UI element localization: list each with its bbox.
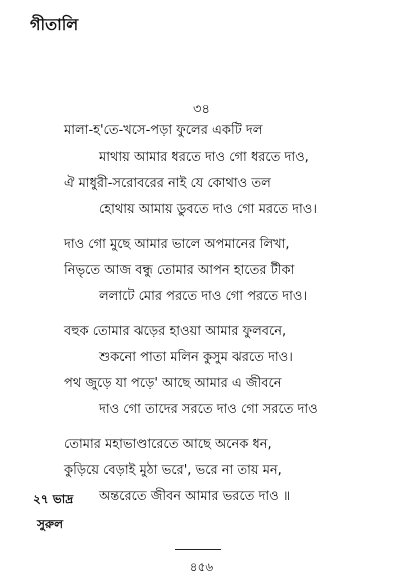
composition-date: ২৭ ভাদ্র (33, 492, 74, 506)
poem-line: ঐ মাধুরী-সরোবরের নাই যে কোথাও তল (64, 176, 271, 191)
poem-line: কুড়িয়ে বেড়াই মুঠা ভরে', ভরে না তায় মন, (64, 463, 282, 478)
poem-line: হোথায় আমায় ডুবতে দাও গো মরতে দাও। (99, 202, 318, 217)
poem-line: অন্তরেতে জীবন আমার ভরতে দাও ॥ (99, 489, 291, 504)
poem-line: মালা-হ'তে-খসে-পড়া ফুলের একটি দল (64, 123, 263, 138)
poem-line: মাথায় আমার ধরতে দাও গো ধরতে দাও, (99, 150, 309, 165)
composition-place: সুরুল (37, 517, 64, 531)
poem-line: পথ জুড়ে যা পড়ে' আছে আমার এ জীবনে (64, 376, 282, 391)
poem-number: ৩৪ (193, 102, 210, 117)
poem-line: ললাটে মোর পরতে দাও গো পরতে দাও। (99, 289, 308, 304)
poem-line: দাও গো মুছে আমার ভালে অপমানের লিখা, (64, 237, 290, 252)
poem-line: দাও গো তাদের সরতে দাও গো সরতে দাও (99, 402, 318, 417)
poem-line: বহুক তোমার ঝড়ের হাওয়া আমার ফুলবনে, (64, 324, 287, 339)
poem-line: তোমার মহাভাণ্ডারেতে আছে অনেক ধন, (64, 437, 272, 452)
poem-line: নিভৃতে আজ বন্ধু তোমার আপন হাতের টীকা (64, 263, 295, 278)
poem-line: শুকনো পাতা মলিন কুসুম ঝরতে দাও। (99, 350, 293, 365)
page-header-title: গীতালি (30, 15, 79, 34)
page-number-rule (175, 549, 221, 550)
page-number: ৪৫৬ (189, 560, 214, 574)
